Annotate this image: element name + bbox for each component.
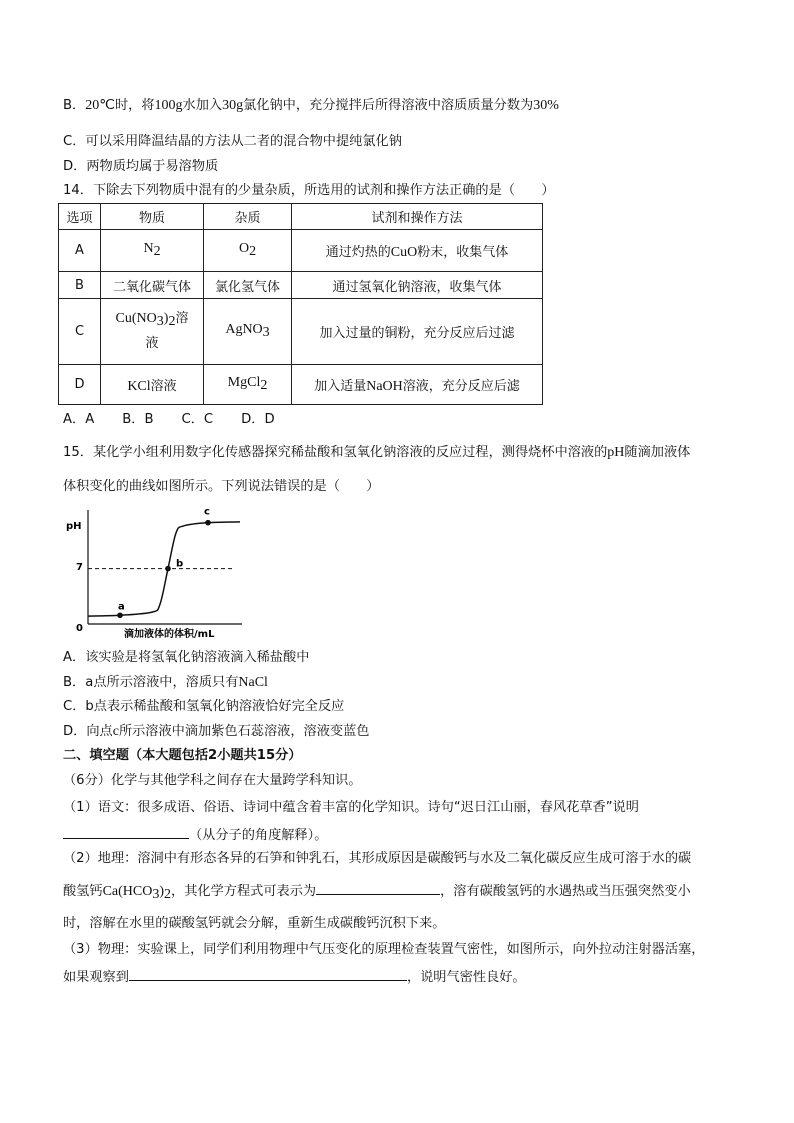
header-substance: 物质: [101, 204, 204, 230]
table-row: [59, 299, 543, 365]
origin-label: 0: [76, 623, 83, 634]
q14-stem: 14．下除去下列物质中混有的少量杂质，所选用的试剂和操作方法正确的是（ ）: [63, 183, 555, 198]
q15-stem-line1: 15．某化学小组利用数字化传感器探究稀盐酸和氢氧化钠溶液的反应过程，测得烧杯中溶液的pH随滴加液体: [63, 445, 691, 460]
row-a-option: A: [59, 230, 101, 272]
row-b-impurity: 氯化氢气体: [204, 272, 292, 299]
q15-stem-line2: 体积变化的曲线如图所示。下列说法错误的是（ ）: [63, 479, 380, 494]
row-b-substance: 二氧化碳气体: [101, 272, 204, 299]
row-c-option: C: [59, 299, 101, 365]
point-c-marker: [205, 520, 211, 526]
q15-option-a: A．该实验是将氢氧化钠溶液滴入稀盐酸中: [63, 650, 310, 665]
part3-line1: （3）物理：实验课上，同学们利用物理中气压变化的原理检查装置气密性，如图所示，向外拉动注射器活塞，: [63, 942, 705, 957]
reference-label: 7: [76, 562, 83, 573]
section-intro: （6分）化学与其他学科之间存在大量跨学科知识。: [63, 773, 362, 788]
row-d-method: 加入适量NaOH溶液，充分反应后滤: [292, 365, 543, 405]
point-a-label: a: [118, 601, 125, 613]
answer-choice-c: C．C: [181, 412, 214, 427]
section-title: 二、填空题（本大题包括2小题共15分）: [63, 748, 302, 763]
table-row: [59, 230, 543, 272]
part3-line2: 如果观察到 ，说明气密性良好。: [63, 966, 526, 987]
part1-line2: （从分子的角度解释）。: [63, 824, 327, 845]
header-impurity: 杂质: [204, 204, 292, 230]
q14-answer-choices: [63, 411, 275, 429]
row-c-method: 加入过量的铜粉，充分反应后过滤: [292, 299, 543, 365]
q15-option-c: C．b点表示稀盐酸和氢氧化钠溶液恰好完全反应: [63, 699, 345, 714]
answer-blank[interactable]: [129, 966, 407, 981]
part2-line3: 时，溶解在水里的碳酸氢钙就会分解，重新生成碳酸钙沉积下来。: [63, 916, 446, 931]
point-c-label: c: [204, 507, 210, 518]
row-a-substance: $N_2$: [101, 230, 204, 272]
header-option: 选项: [59, 204, 101, 230]
row-a-method: 通过灼热的CuO粉末，收集气体: [292, 230, 543, 272]
answer-blank[interactable]: [63, 824, 189, 839]
header-method: 试剂和操作方法: [292, 204, 543, 230]
point-b-label: b: [176, 558, 184, 570]
ph-curve-chart: [62, 507, 262, 642]
answer-choice-a: A．A: [63, 412, 95, 427]
row-d-substance: KCl溶液: [101, 365, 204, 405]
row-b-method: 通过氢氧化钠溶液，收集气体: [292, 272, 543, 299]
answer-choice-d: D．D: [241, 412, 275, 427]
x-axis-label: 滴加液体的体积/mL: [124, 629, 215, 640]
row-a-impurity: $O_2$: [204, 230, 292, 272]
row-c-substance: $Cu(NO_3)_2$溶 液: [101, 299, 204, 365]
q13-option-b: B．20℃时，将100g水加入30g氯化钠中，充分搅拌后所得溶液中溶质质量分数为30%: [63, 98, 559, 113]
answer-choice-b: B．B: [122, 412, 154, 427]
q13-option-d: D．两物质均属于易溶物质: [63, 159, 219, 174]
row-d-option: D: [59, 365, 101, 405]
q13-option-c: C．可以采用降温结晶的方法从二者的混合物中提纯氯化钠: [63, 134, 402, 149]
y-axis-label: pH: [66, 521, 82, 532]
q14-options-table: [58, 203, 543, 405]
table-row: [59, 272, 543, 299]
point-a-marker: [117, 612, 123, 618]
answer-blank[interactable]: [316, 880, 440, 895]
row-d-impurity: MgCl$_2$: [204, 365, 292, 405]
q15-option-b: B．a点所示溶液中，溶质只有NaCl: [63, 675, 268, 690]
part1-line1: （1）语文：很多成语、俗语、诗词中蕴含着丰富的化学知识。诗句“迟日江山丽，春风花草香”说明: [63, 800, 639, 815]
table-header-row: [59, 204, 543, 230]
row-b-option: B: [59, 272, 101, 299]
table-row: [59, 365, 543, 405]
point-b-marker: [165, 566, 171, 572]
part2-line1: （2）地理：溶洞中有形态各异的石笋和钟乳石，其形成原因是碳酸钙与水及二氧化碳反应生成可溶于水的碳: [63, 851, 692, 866]
q15-option-d: D．向点c所示溶液中滴加紫色石蕊溶液，溶液变蓝色: [63, 724, 370, 739]
part2-line2: 酸氢钙$Ca(HCO_3)_2$，其化学方程式可表示为 ，溶有碳酸氢钙的水遇热或当压强突然变小: [63, 880, 691, 904]
row-c-impurity: AgNO$_3$: [204, 299, 292, 365]
